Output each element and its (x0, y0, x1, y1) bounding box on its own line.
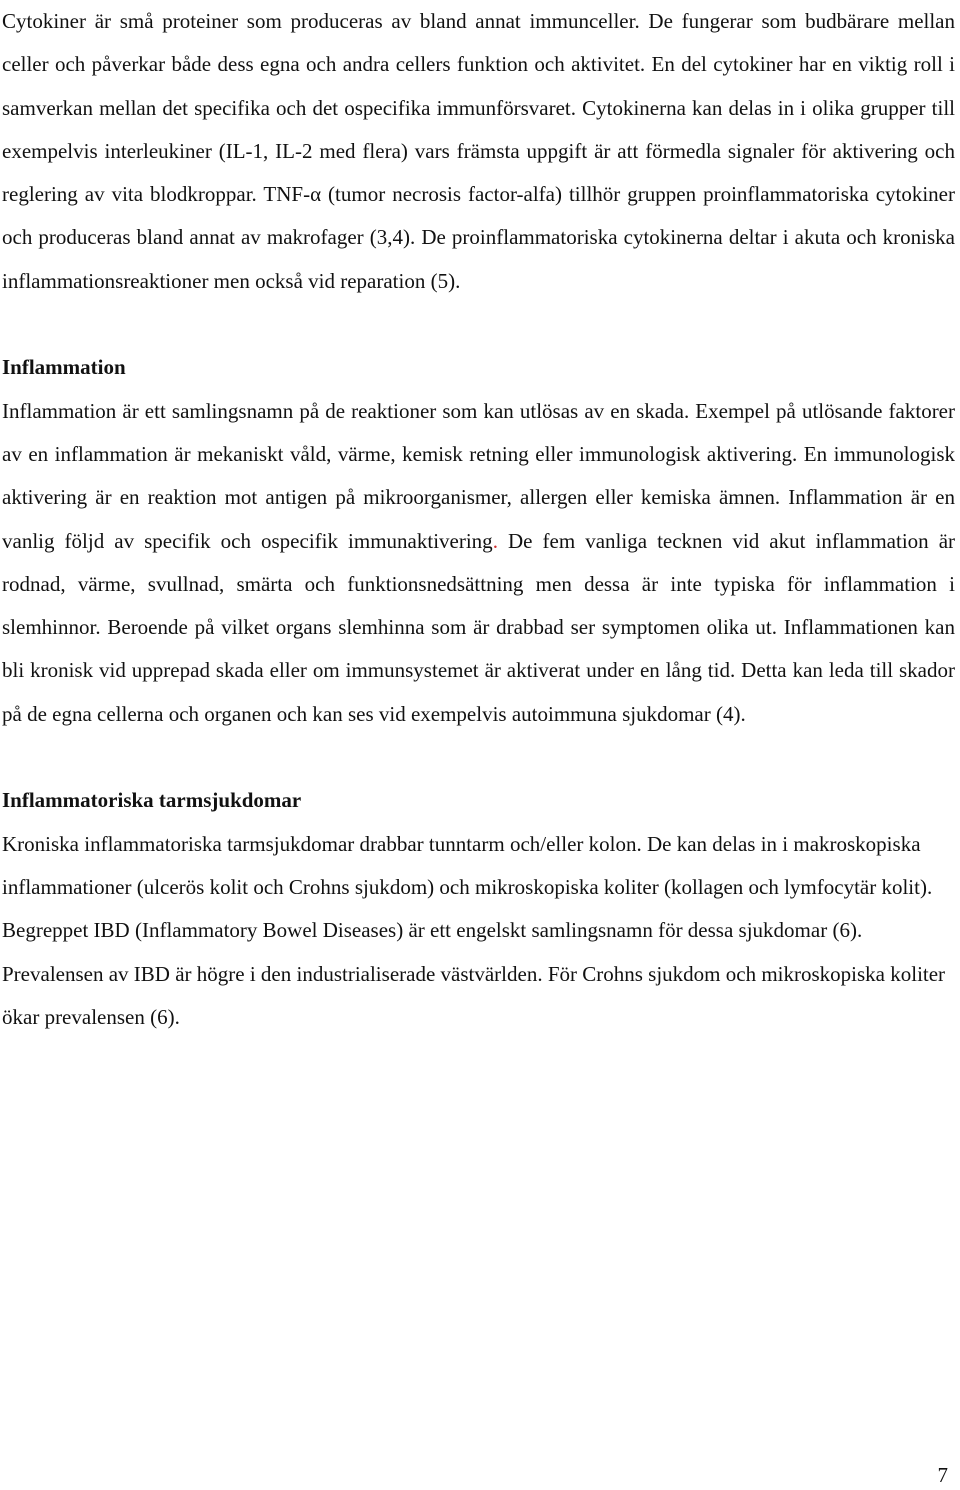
paragraph-inflammation-part2: De fem vanliga tecknen vid akut inflammation är rodnad, värme, svullnad, smärta och funktionsnedsättning men dessa är inte typiska för inflammation i slemhinnor. Beroende på vilket organs slemhinna som är drabbad ser symptomen olika ut. Inflammationen kan bli kronisk vid upprepad skada eller om immunsystemet är aktiverat under en lång tid. Detta kan leda till skador på de egna cellerna och organen och kan ses vid exempelvis autoimmuna sjukdomar (4). (2, 528, 956, 726)
page-number: 7 (937, 1463, 948, 1487)
paragraph-cytokines: Cytokiner är små proteiner som produceras av bland annat immunceller. De fungerar som budbärare mellan celler och påverkar både dess egna och andra cellers funktion och aktivitet. En del cytokiner har en viktig roll i samverkan mellan det specifika och det ospecifika immunförsvaret. Cytokinerna kan delas in i olika grupper till exempelvis interleukiner (IL-1, IL-2 med flera) vars främsta uppgift är att förmedla signaler för aktivering och reglering av vita blodkroppar. TNF-α (tumor necrosis factor-alfa) tillhör gruppen proinflammatoriska cytokiner och produceras bland annat av makrofager (3,4). De proinflammatoriska cytokinerna deltar i akuta och kroniska inflammationsreaktioner men också vid reparation (5). (2, 9, 955, 293)
section-gap (2, 303, 955, 346)
document-body (2, 0, 955, 1039)
heading-inflammation: Inflammation (2, 355, 126, 380)
heading-ibd: Inflammatoriska tarmsjukdomar (2, 788, 302, 813)
paragraph-inflammation (2, 390, 955, 736)
paragraph-inflammation-part1: Inflammation är ett samlingsnamn på de reaktioner som kan utlösas av en skada. Exempel på utlösande faktorer av en inflammation är mekaniskt våld, värme, kemisk retning eller immunologisk aktivering. En immunologisk aktivering är en reaktion mot antigen på mikroorganismer, allergen eller kemiska ämnen. Inflammation är en vanlig följd av specifik och ospecifik immunaktivering (2, 398, 955, 553)
section-gap (2, 736, 955, 779)
paragraph-ibd: Kroniska inflammatoriska tarmsjukdomar drabbar tunntarm och/eller kolon. De kan delas in i makroskopiska inflammationer (ulcerös kolit och Crohns sjukdom) och mikroskopiska koliter (kollagen och lymfocytär kolit). Begreppet IBD (Inflammatory Bowel Diseases) är ett engelskt samlingsnamn för dessa sjukdomar (6). Prevalensen av IBD är högre i den industrialiserade västvärlden. För Crohns sjukdom och mikroskopiska koliter ökar prevalensen (6). (2, 831, 946, 1029)
highlighted-period: . (492, 528, 498, 553)
